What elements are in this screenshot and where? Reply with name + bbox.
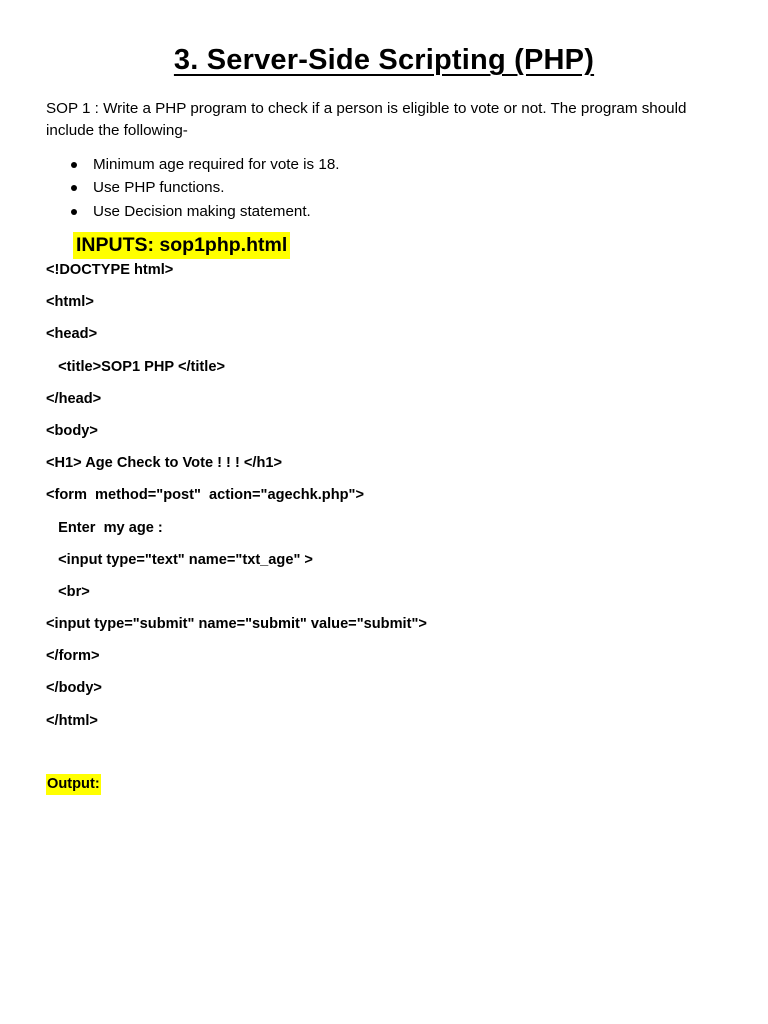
requirement-item	[46, 200, 706, 223]
code-line: <html>	[46, 294, 94, 311]
code-line: Enter my age :	[46, 519, 163, 536]
requirement-text: Minimum age required for vote is 18.	[93, 156, 340, 173]
requirement-item	[46, 153, 706, 176]
bullet-icon	[71, 209, 77, 215]
code-line: <title>SOP1 PHP </title>	[46, 358, 225, 375]
intro-paragraph: SOP 1 : Write a PHP program to check if a person is eligible to vote or not. The program should include the following-	[46, 100, 687, 139]
code-line: </head>	[46, 390, 102, 407]
code-line: </form>	[46, 648, 100, 665]
page-title: 3. Server-Side Scripting (PHP)	[173, 44, 595, 76]
inputs-heading: INPUTS: sop1php.html	[73, 232, 290, 259]
code-line: <input type="submit" name="submit" value="submit">	[46, 616, 427, 633]
requirement-item	[46, 176, 706, 199]
code-line: </html>	[46, 712, 98, 729]
output-label: Output:	[46, 774, 101, 795]
code-line: <!DOCTYPE html>	[46, 262, 174, 278]
code-listing	[46, 258, 736, 741]
code-line: <H1> Age Check to Vote ! ! ! </h1>	[46, 455, 282, 472]
code-line: <head>	[46, 326, 98, 343]
requirements-list	[46, 153, 706, 223]
code-line: <input type="text" name="txt_age" >	[46, 551, 313, 568]
bullet-icon	[71, 185, 77, 191]
code-line: <br>	[46, 583, 90, 600]
requirement-text: Use Decision making statement.	[93, 202, 311, 220]
bullet-icon	[71, 162, 77, 168]
code-line: </body>	[46, 680, 102, 697]
requirement-text: Use PHP functions.	[93, 179, 225, 197]
code-line: <form method="post" action="agechk.php">	[46, 487, 364, 504]
code-line: <body>	[46, 422, 98, 439]
